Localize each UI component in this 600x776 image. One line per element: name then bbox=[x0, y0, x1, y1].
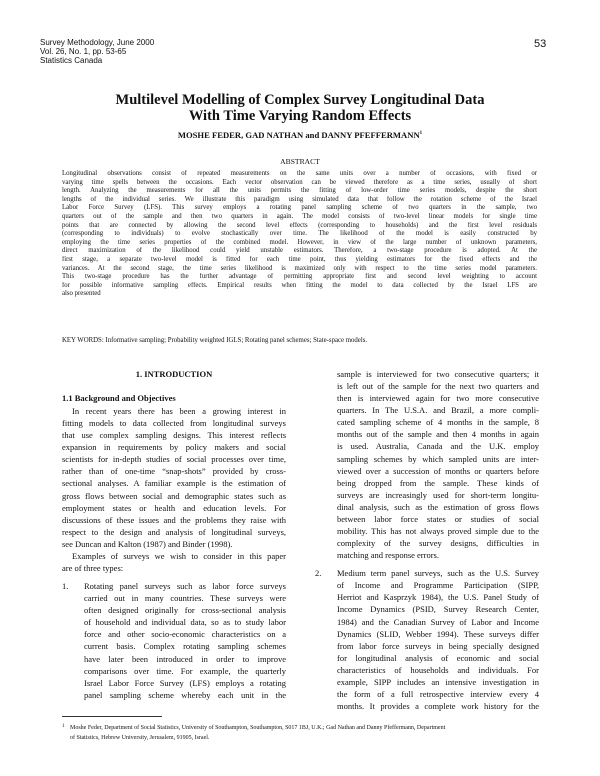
abstract-line: (corresponding to individuals) to evolve stochastically over time. The likelihood of the model is easily constructed by bbox=[62, 230, 537, 238]
journal-publisher: Statistics Canada bbox=[40, 56, 103, 65]
text-line: comparisons over time. For example, the quarterly bbox=[84, 665, 286, 676]
text-line: sampling schemes by which sampled units are inter- bbox=[337, 453, 539, 464]
author-list bbox=[60, 130, 540, 140]
text-line: is used. Australia, Canada and the U.K. employ bbox=[337, 441, 539, 452]
text-line: fitting models to data collected from longitudinal surveys bbox=[62, 418, 286, 429]
footnote bbox=[62, 724, 540, 743]
text-line: between labor force states or studies of social bbox=[337, 513, 539, 524]
list-item-1 bbox=[62, 580, 286, 701]
text-line: respect to the design and analysis of longitudinal surveys, bbox=[62, 526, 286, 537]
text-line: Medium term panel surveys, such as the U.S. Survey bbox=[337, 568, 539, 579]
text-line: see Duncan and Kalton (1987) and Binder (1998). bbox=[62, 538, 233, 549]
abstract-line: Labor Force Survey (LFS). This survey employs a rotating panel sampling scheme of two quarters in the sample, two bbox=[62, 204, 537, 212]
text-line: discussions of these issues and the problems they raise with bbox=[62, 514, 286, 525]
abstract-line: employing the time series properties of the combined model. However, in view of the large number of unknown parameters, bbox=[62, 238, 537, 246]
intro-paragraph-1 bbox=[62, 405, 286, 550]
abstract-line: points that are connected by allowing the second level effects (corresponding to households) and the first level residuals bbox=[62, 221, 537, 229]
list-item-1-number: 1. bbox=[62, 581, 69, 592]
footnote-divider bbox=[62, 716, 162, 717]
abstract-line: variances. At the second stage, the time series likelihood is maximized only with respect to the time series model parameters. bbox=[62, 264, 537, 272]
text-line: panel sampling scheme whereby each unit in the bbox=[84, 689, 286, 700]
abstract-line: direct maximization of the likelihood could yield unstable estimators. Therefore, a two-stage procedure is adopted. At the bbox=[62, 247, 537, 255]
text-line: 1984) and the Canadian Survey of Labor and Income bbox=[337, 616, 539, 627]
text-line: months out of the sample and then 4 months in again bbox=[337, 429, 539, 440]
abstract-line: Longitudinal observations consist of repeated measurements on the same units over a number of occasions, with fixed or bbox=[62, 170, 537, 177]
text-line: current basis. Complex rotating sampling schemes bbox=[84, 641, 286, 652]
text-line: of household and individual data, so as to study labor bbox=[84, 617, 286, 628]
section-heading: 1. INTRODUCTION bbox=[135, 369, 213, 379]
right-column bbox=[315, 368, 539, 712]
keywords: KEY WORDS: Informative sampling; Probability weighted IGLS; Rotating panel schemes; State-space models. bbox=[62, 337, 368, 344]
paper-title bbox=[60, 92, 540, 124]
abstract-line: length. Analyzing the measurements for all the units permits the fitting of low-order time series models, despite the short bbox=[62, 187, 537, 195]
abstract-line: first stage, a separate two-level model is fitted for each time point, thus yielding estimators for the fixed effects and the bbox=[62, 255, 537, 263]
text-line: for longitudinal analysis of economic and social bbox=[337, 652, 539, 663]
text-line: matching and response errors. bbox=[337, 550, 439, 561]
text-line: expansion in requirements by policy makers and social bbox=[62, 442, 286, 453]
text-line: Dynamics (SLID, Webber 1994). These surveys differ bbox=[337, 628, 539, 639]
text-line: Rotating panel surveys such as labor force surveys bbox=[84, 581, 286, 592]
list-item-2-text bbox=[315, 567, 539, 712]
footnote-mark: 1 bbox=[62, 724, 65, 729]
text-line: Herriot and Kasprzyk 1984), the U.S. Panel Study of bbox=[337, 592, 539, 603]
text-line: cated sampling scheme of 4 months in the sample, 8 bbox=[337, 417, 539, 428]
text-line: sectional analyses. A familiar example is the estimation of bbox=[62, 478, 286, 489]
intro-paragraph-2 bbox=[62, 550, 286, 574]
text-line: quarters. In The U.S.A. and Brazil, a more compli- bbox=[337, 405, 539, 416]
text-line: complexity of the survey designs, difficulties in bbox=[337, 538, 539, 549]
list-item-2 bbox=[315, 567, 539, 712]
title-line-1: Multilevel Modelling of Complex Survey Longitudinal Data bbox=[115, 92, 485, 108]
subsection-heading: 1.1 Background and Objectives bbox=[62, 393, 176, 403]
text-line: have later been introduced in order to improve bbox=[84, 653, 286, 664]
abstract-line: This two-stage procedure has the further advantage of permitting appropriate first and second level weighting to account bbox=[62, 273, 537, 281]
list-item-2-number: 2. bbox=[315, 568, 322, 579]
list-item-1-text bbox=[62, 580, 286, 701]
footnote-line-1: Moshe Feder, Department of Social Statistics, University of Southampton, Southampton, S017 1BJ, U.K.; Gad Nathan and Danny Pfeffermann, Department bbox=[70, 725, 446, 731]
list-item-1-continued bbox=[315, 368, 539, 561]
text-line: mobility. This has not always proved simple due to the bbox=[337, 526, 539, 537]
text-line: In recent years there has been a growing interest in bbox=[72, 406, 286, 416]
left-column bbox=[62, 405, 286, 701]
text-line: gross flows between social and demographic states such as bbox=[62, 490, 286, 501]
text-line: surveys are increasingly used for short-term longitu- bbox=[337, 489, 539, 500]
text-line: sample is interviewed for two consecutive quarters; it bbox=[337, 369, 539, 379]
journal-name: Survey Methodology, June 2000 bbox=[40, 38, 155, 47]
text-line: are of three types: bbox=[62, 563, 124, 574]
text-line: months. It provides a complete work history for the bbox=[337, 701, 539, 712]
journal-header bbox=[40, 38, 154, 65]
text-line: rather than of one-time “snap-shots” provided by cross- bbox=[62, 466, 286, 477]
text-line: then is interviewed again for two more consecutive bbox=[337, 393, 539, 404]
journal-volume: Vol. 26, No. 1, pp. 53-65 bbox=[40, 47, 127, 56]
text-line: often designed originally for cross-sectional analysis bbox=[84, 605, 286, 616]
footnote-line-2: of Statistics, Hebrew University, Jerusalem, 91905, Israel. bbox=[70, 734, 210, 741]
text-line: being dropped from the sample. These kinds of bbox=[337, 477, 539, 488]
text-line: that use complex sampling designs. This interest reflects bbox=[62, 430, 286, 441]
text-line: Examples of surveys we wish to consider in this paper bbox=[72, 550, 286, 561]
text-line: from labor force surveys in being specially designed bbox=[337, 640, 539, 651]
text-line: example, SIPP includes an intensive investigation in bbox=[337, 676, 539, 687]
text-line: force and other socio-economic characteristics on a bbox=[84, 629, 286, 640]
author-footnote-mark: 1 bbox=[419, 131, 423, 137]
text-line: Income Dynamics (PSID, Survey Research Center, bbox=[337, 604, 539, 615]
text-line: Israel Labor Force Survey (LFS) employs a rotating bbox=[84, 677, 286, 688]
text-line: of Income and Programme Participation (SIPP, bbox=[337, 580, 539, 591]
text-line: scientists for in-depth studies of social processes over time, bbox=[62, 454, 286, 465]
abstract-body bbox=[62, 170, 537, 299]
abstract-line: quarters out of the sample and then two quarters in again. The model consists of two-level linear models for single time bbox=[62, 212, 537, 220]
text-line: carried out in many countries. These surveys were bbox=[84, 593, 286, 604]
abstract-line: lengths of the individual series. We illustrate this paradigm using simulated data that follow the rotation scheme of the Israel bbox=[62, 195, 537, 203]
abstract-line: for possible informative sampling effects. Empirical results when fitting the model to data collected by the Israel LFS are bbox=[62, 281, 537, 289]
page-number: 53 bbox=[534, 38, 547, 50]
text-line: employment states or health and education levels. For bbox=[62, 502, 286, 513]
abstract-line: also presented bbox=[62, 290, 101, 298]
text-line: characteristics of households and individuals. For bbox=[337, 664, 539, 675]
author-names: MOSHE FEDER, GAD NATHAN and DANNY PFEFFERMANN bbox=[177, 130, 420, 140]
text-line: viewed over a succession of months or quarters before bbox=[337, 465, 539, 476]
text-line: the form of a full retrospective interview every 4 bbox=[337, 689, 539, 700]
abstract-line: varying time spells between the occasions. Each vector observation can be viewed therefore as a time series, usually of short bbox=[62, 178, 537, 186]
text-line: is left out of the sample for the next two quarters and bbox=[337, 381, 539, 392]
abstract-heading: ABSTRACT bbox=[280, 157, 320, 166]
text-line: dinal analysis, such as the estimation of gross flows bbox=[337, 501, 539, 512]
title-line-2: With Time Varying Random Effects bbox=[188, 108, 412, 124]
